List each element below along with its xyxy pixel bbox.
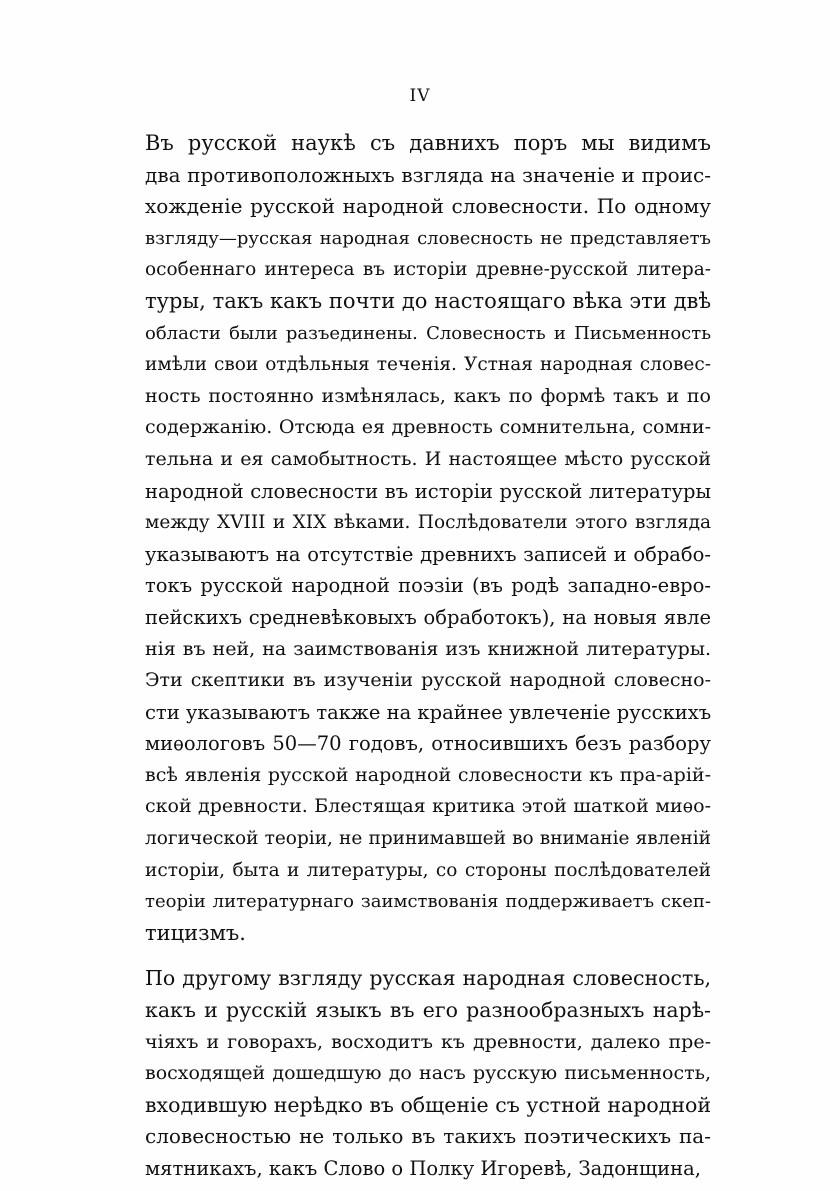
text-line: ность постоянно измѣнялась, какъ по формѣ такъ и по xyxy=(145,384,711,407)
text-line: особеннаго интереса въ исторіи древне-русской литера- xyxy=(145,259,711,281)
text-line: миѳологовъ 50—70 годовъ, относившихъ безъ разбору xyxy=(145,732,711,756)
text-line: имѣли свои отдѣльныя теченія. Устная народная словес- xyxy=(145,354,711,376)
text-line: логической теоріи, не принимавшей во вниманіе явленій xyxy=(145,828,711,850)
text-line: области были разъединены. Словесность и Письменность xyxy=(145,322,711,344)
text-line: хожденіе русской народной словесности. По одному xyxy=(145,194,711,219)
text-line: народной словесности въ исторіи русской литературы xyxy=(145,479,711,503)
text-line: тицизмъ. xyxy=(145,920,246,945)
text-line: По другому взгляду русская народная словесность, xyxy=(145,966,711,991)
text-line: мятникахъ, какъ Слово о Полку Игоревѣ, Задонщина, xyxy=(145,1157,701,1180)
text-line: восходящей дошедшую до насъ русскую письменность, xyxy=(145,1062,711,1085)
text-line: токъ русской народной поэзіи (въ родѣ западно-евро- xyxy=(145,574,711,598)
paragraph-2 xyxy=(145,963,711,1184)
text-line: ской древности. Блестящая критика этой шаткой миѳо- xyxy=(145,795,711,818)
body-text xyxy=(145,128,711,1185)
text-line: всѣ явленія русской народной словесности къ пра-арій- xyxy=(145,763,711,786)
text-line: содержанію. Отсюда ея древность сомнительна, сомни- xyxy=(145,416,711,439)
page-number: IV xyxy=(409,86,431,106)
text-line: Въ русской наукѣ съ давнихъ поръ мы видимъ xyxy=(145,131,711,155)
text-line: входившую нерѣдко въ общеніе съ устной народной xyxy=(145,1092,711,1117)
text-line: Эти скептики въ изученіи русской народной словесно- xyxy=(145,669,711,692)
text-line: тельна и ея самобытность. И настоящее мѣсто русской xyxy=(145,447,711,470)
text-line: какъ и русскій языкъ въ его разнообразныхъ нарѣ- xyxy=(145,998,711,1023)
text-line: туры, такъ какъ почти до настоящаго вѣка эти двѣ xyxy=(145,288,711,313)
text-line: исторіи, быта и литературы, со стороны послѣдователей xyxy=(145,859,711,881)
text-line: взгляду—русская народная словесность не представляетъ xyxy=(145,227,711,249)
text-line: словесностью не только въ такихъ поэтическихъ па- xyxy=(145,1124,711,1149)
text-line: чіяхъ и говорахъ, восходитъ къ древности, далеко пре- xyxy=(145,1030,711,1053)
paragraph-1 xyxy=(145,128,711,949)
text-line: нія въ ней, на заимствованія изъ книжной литературы. xyxy=(145,637,711,660)
text-line: два противоположныхъ взгляда на значеніе и проис- xyxy=(145,162,711,187)
text-line: теоріи литературнаго заимствованія поддерживаетъ скеп- xyxy=(145,891,711,913)
text-line: между XVIII и XIX вѣками. Послѣдователи этого взгляда xyxy=(145,512,711,534)
text-line: указываютъ на отсутствіе древнихъ записей и обрабо- xyxy=(145,542,711,566)
text-line: сти указываютъ также на крайнее увлеченіе русскихъ xyxy=(145,700,712,724)
text-line: пейскихъ средневѣковыхъ обработокъ), на новыя явле xyxy=(145,605,711,629)
